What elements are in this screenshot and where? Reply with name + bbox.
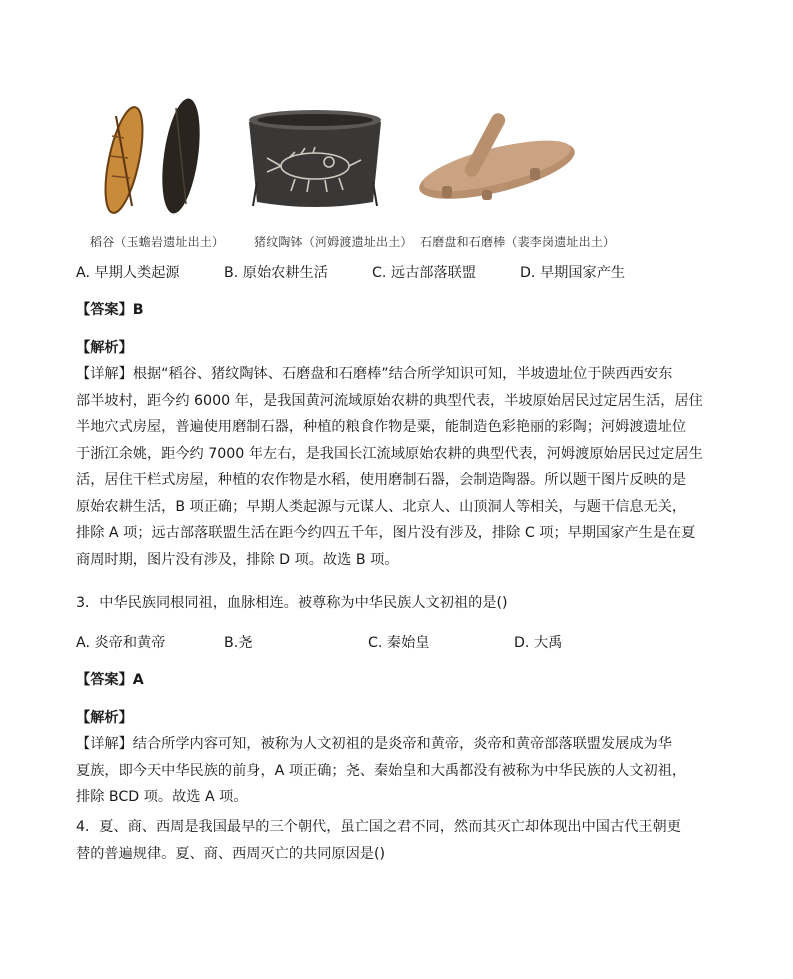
q2-option-d: D. 早期国家产生 [520,265,626,281]
detail-row: 排除 A 项；远古部落联盟生活在距今约四五千年，图片没有涉及，排除 C 项；早期国家产生是在夏 [76,525,696,541]
q3-answer [76,669,144,689]
detail-row: 排除 BCD 项。故选 A 项。 [76,789,248,805]
figure-row [90,96,650,249]
q2-analysis-label: 【解析】 [76,340,133,356]
detail-row: 部半坡村，距今约 6000 年，是我国黄河流域原始农耕的典型代表，半坡原始居民过定居生活，居住 [76,392,703,409]
question-text: 3．中华民族同根同祖，血脉相连。被尊称为中华民族人文初祖的是() [76,595,508,611]
detail-row: 活，居住干栏式房屋，种植的农作物是水稻，使用磨制石器，会制造陶器。所以题干图片反映的是 [76,472,687,488]
detail-row: 商周时期，图片没有涉及，排除 D 项。故选 B 项。 [76,551,399,568]
q3-option-c: C. 秦始皇 [368,635,430,651]
detail-row: 半地穴式房屋，普遍使用磨制石器，种植的粮食作物是粟，能制造色彩艳丽的彩陶；河姆渡遗址位 [76,419,687,435]
q2-option-b: B. 原始农耕生活 [224,265,328,281]
question-row: 替的普遍规律。夏、商、西周灭亡的共同原因是() [76,845,386,862]
detail-row: 【详解】根据“稻谷、猪纹陶钵、石磨盘和石磨棒”结合所学知识可知，半坡遗址位于陕西西安东 [76,366,673,382]
detail-row: 于浙江余姚，距今约 7000 年左右，是我国长江流域原始农耕的典型代表，河姆渡原始居民过定居生 [76,445,703,462]
figure-caption-3: 石磨盘和石磨棒（裴李岗遗址出土） [420,235,616,249]
rice-grain-image [94,96,214,221]
q3-detail [76,731,716,811]
question-row: 4．夏、商、西周是我国最早的三个朝代，虽亡国之君不同，然而其灭亡却体现出中国古代王朝更 [76,819,681,835]
answer-value: A [132,672,144,688]
q4-question [76,814,681,867]
answer-label: 【答案】 [76,302,133,318]
pottery-bowl-image [245,96,385,216]
q3-option-b: B.尧 [224,635,253,651]
detail-row: 【详解】结合所学内容可知，被称为人文初祖的是炎帝和黄帝，炎帝和黄帝部落联盟发展成为华 [76,736,672,752]
q3-option-a: A. 炎帝和黄帝 [76,635,166,651]
q3-analysis-label: 【解析】 [76,710,133,726]
answer-label: 【答案】 [76,672,133,688]
detail-row: 夏族，即今天中华民族的前身，A 项正确；尧、秦始皇和大禹都没有被称为中华民族的人文初祖， [76,762,687,779]
q2-option-c: C. 远古部落联盟 [372,265,477,281]
detail-row: 原始农耕生活，B 项正确；早期人类起源与元谋人、北京人、山顶洞人等相关，与题干信息无关， [76,498,687,515]
q2-detail [76,361,716,573]
grinding-stone-image [412,96,577,206]
q3-option-d: D. 大禹 [514,635,563,651]
figure-caption-1: 稻谷（玉蟾岩遗址出土） [90,235,225,249]
q2-answer [76,299,144,319]
q2-option-a: A. 早期人类起源 [76,265,180,281]
figure-caption-2: 猪纹陶钵（河姆渡遗址出土） [254,235,413,249]
q3-question [76,590,508,617]
answer-value: B [132,302,144,318]
